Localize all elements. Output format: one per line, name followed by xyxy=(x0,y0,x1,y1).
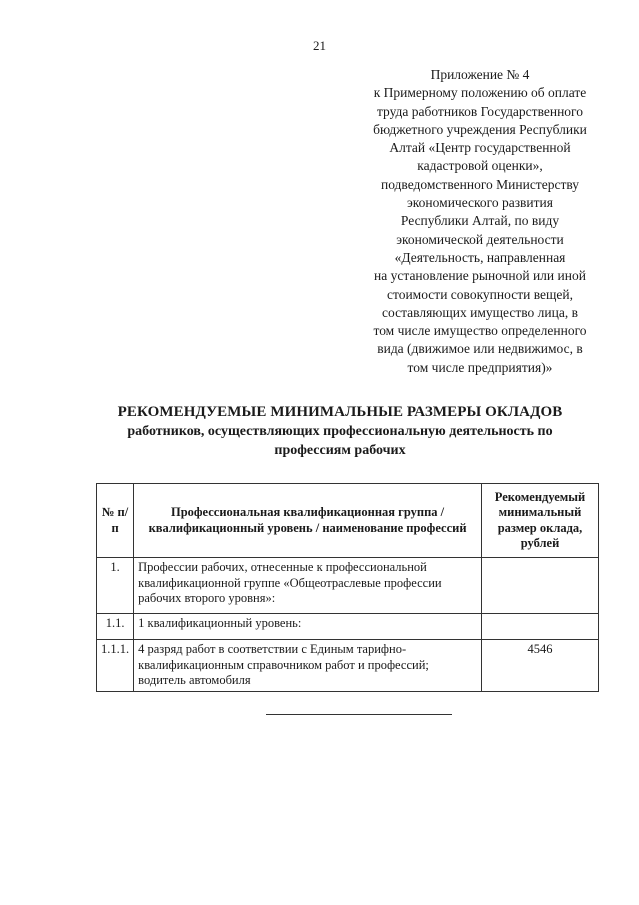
appendix-line: бюджетного учреждения Республики xyxy=(373,121,587,137)
appendix-line: составляющих имущество лица, в xyxy=(382,304,578,320)
appendix-line: экономического развития xyxy=(407,195,553,211)
header-group: Профессиональная квалификационная группа / квалификационный уровень / наименование профессий xyxy=(134,484,482,558)
cell-number: 1.1. xyxy=(97,614,134,640)
appendix-line: к Примерному положению об оплате xyxy=(373,85,587,101)
cell-number: 1.1.1. xyxy=(97,640,134,692)
appendix-line: том числе имущество определенного xyxy=(373,323,587,339)
cell-salary xyxy=(482,558,599,614)
appendix-line: Приложение № 4 xyxy=(430,67,530,82)
closing-divider xyxy=(266,714,452,715)
appendix-heading xyxy=(352,66,608,377)
table-row xyxy=(97,614,599,640)
cell-group: 1 квалификационный уровень: xyxy=(134,614,482,640)
header-number: № п/п xyxy=(97,484,134,558)
appendix-line: «Деятельность, направленная xyxy=(394,249,566,265)
table-header-row xyxy=(97,484,599,558)
appendix-line: том числе предприятия)» xyxy=(407,359,553,375)
appendix-line: стоимости совокупности вещей, xyxy=(386,286,573,302)
header-salary: Рекомендуемый минимальный размер оклада, рублей xyxy=(482,484,599,558)
title-sub-line: работников, осуществляющих профессиональную деятельность по xyxy=(127,424,553,439)
appendix-line: кадастровой оценки», xyxy=(417,158,543,174)
cell-salary: 4546 xyxy=(482,640,599,692)
appendix-line: подведомственного Министерству xyxy=(380,176,580,192)
cell-salary xyxy=(482,614,599,640)
title-sub-line: профессиям рабочих xyxy=(274,443,406,458)
appendix-line: Республики Алтай, по виду xyxy=(400,213,560,229)
appendix-line: Алтай «Центр государственной xyxy=(389,140,571,156)
table-row xyxy=(97,558,599,614)
page-number: 21 xyxy=(313,38,326,53)
table-row xyxy=(97,640,599,692)
cell-group: Профессии рабочих, отнесенные к профессиональной квалификационной группе «Общеотраслевые профессии рабочих второго уровня»: xyxy=(134,558,482,614)
appendix-line: труда работников Государственного xyxy=(376,103,584,119)
cell-group: 4 разряд работ в соответствии с Единым тарифно-квалификационным справочником работ и профессий; водитель автомобиля xyxy=(134,640,482,692)
salary-table xyxy=(96,483,599,692)
appendix-line: вида (движимое или недвижимос, в xyxy=(377,341,583,357)
title-main: РЕКОМЕНДУЕМЫЕ МИНИМАЛЬНЫЕ РАЗМЕРЫ ОКЛАДОВ xyxy=(117,404,563,420)
appendix-line: на установление рыночной или иной xyxy=(374,268,586,284)
appendix-line: экономической деятельности xyxy=(396,231,564,247)
cell-number: 1. xyxy=(97,558,134,614)
document-title xyxy=(80,402,600,460)
